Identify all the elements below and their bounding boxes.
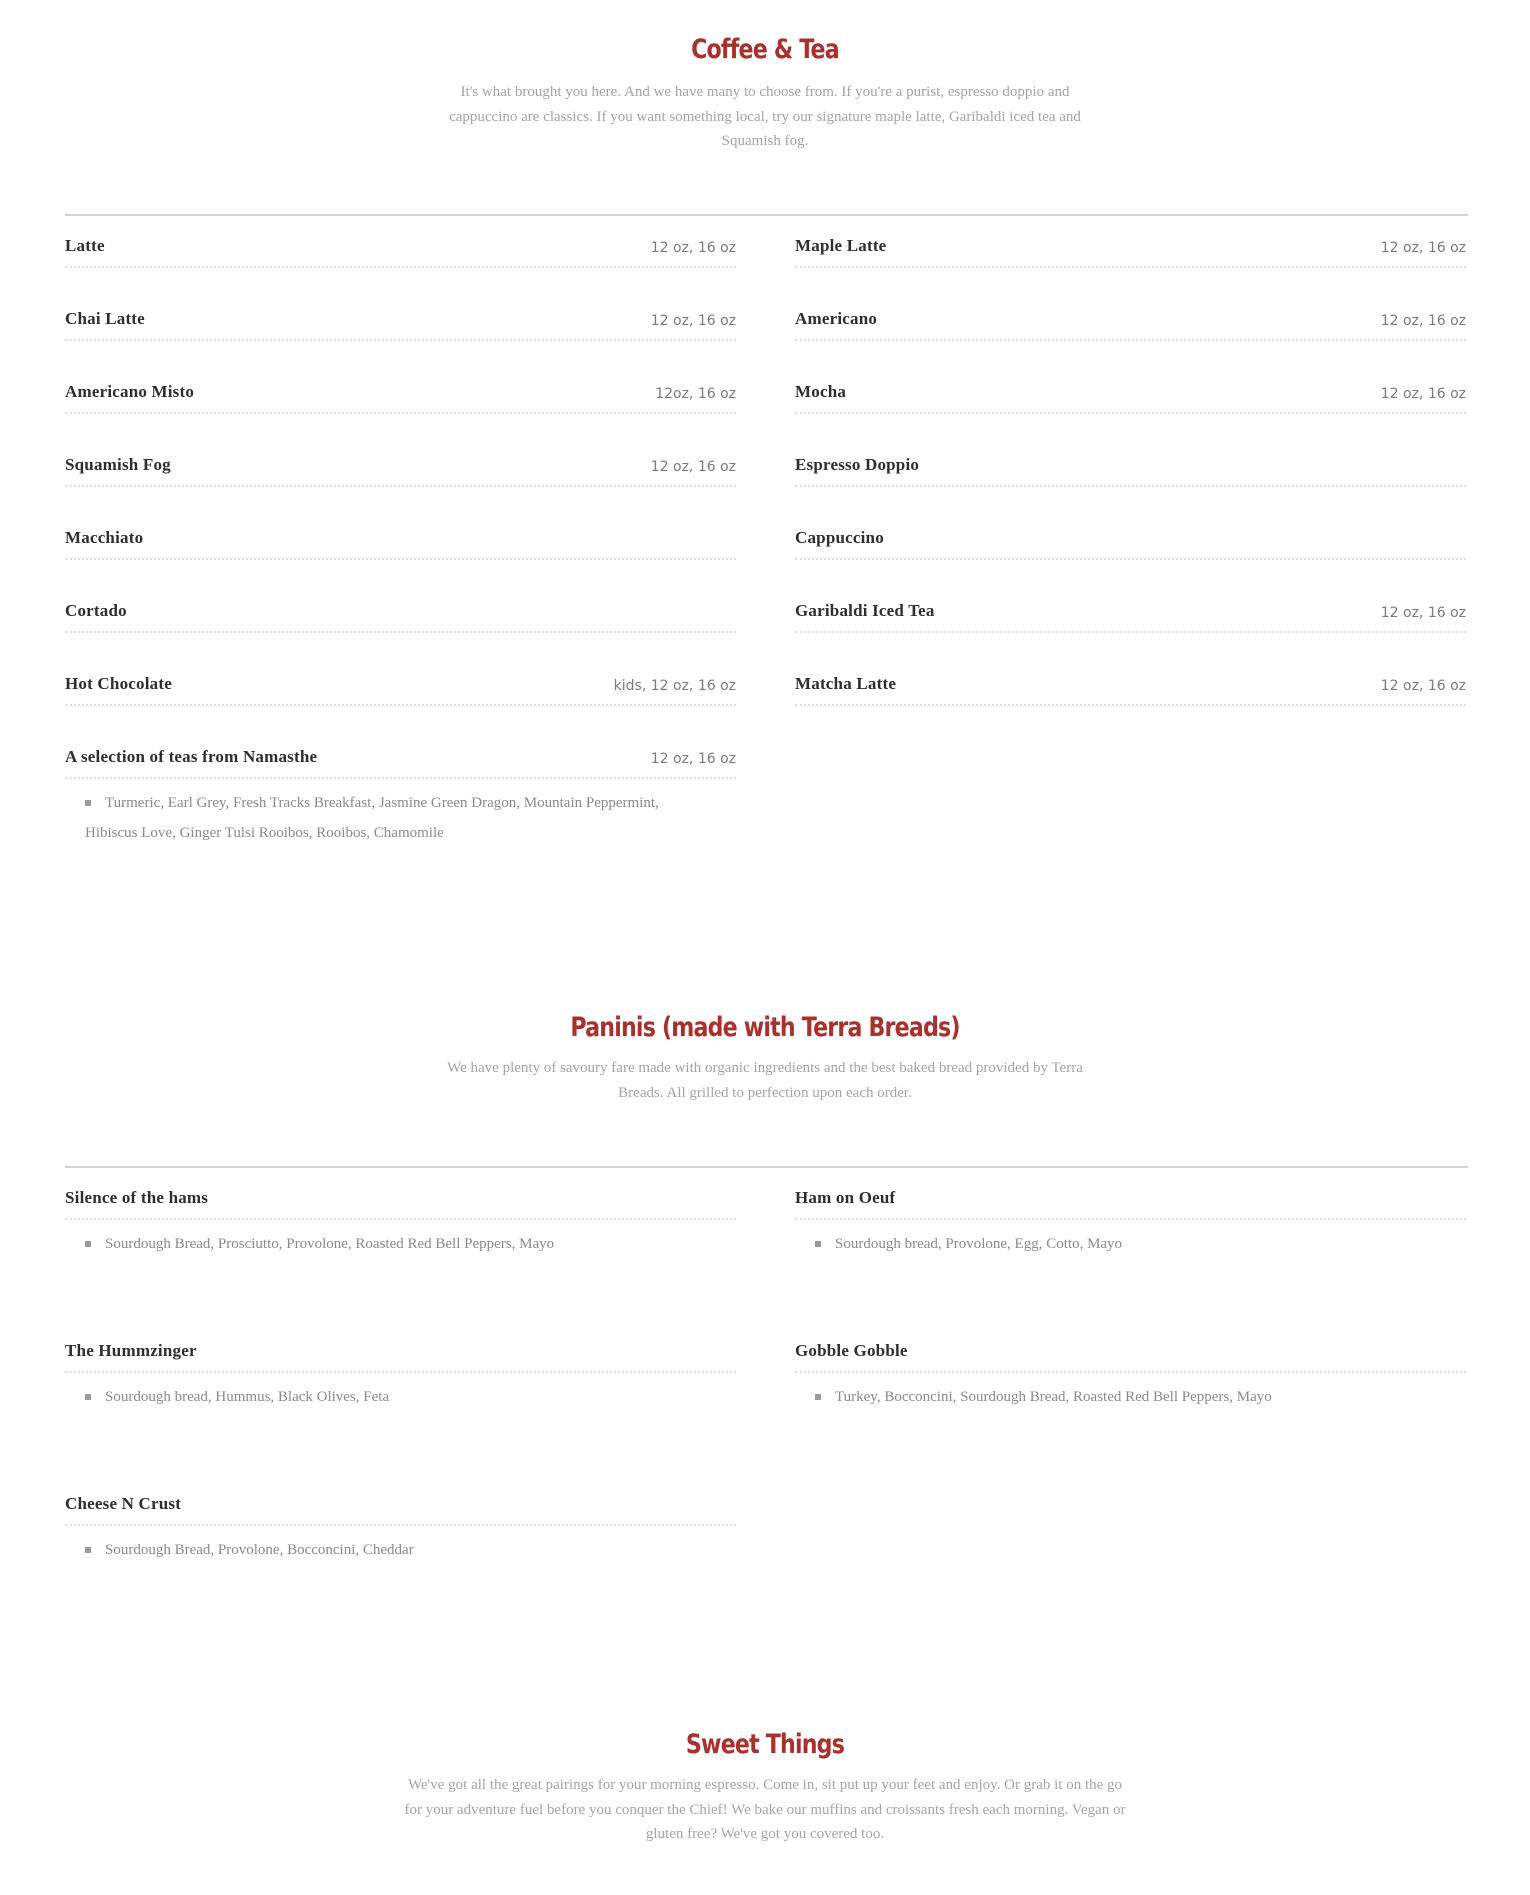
item-name: Latte <box>65 236 105 255</box>
menu-item <box>65 1492 736 1526</box>
section-title: Coffee & Tea <box>691 34 839 65</box>
item-name: Americano <box>795 309 878 328</box>
item-name: Matcha Latte <box>795 674 897 693</box>
sweet-things-section <box>0 1725 1530 1847</box>
item-sizes: 12 oz, 16 oz <box>1380 313 1466 329</box>
section-description: We've got all the great pairings for your morning espresso. Come in, sit put up your feet and enjoy. Or grab it on the go for your adventure fuel before you conquer the Chief! We bake our muffins and croissants fresh each morning. Vegan or gluten free? We've got you covered too. <box>404 1777 1126 1842</box>
item-name: Silence of the hams <box>65 1188 209 1207</box>
item-name: Macchiato <box>65 528 144 547</box>
menu-item <box>65 307 736 341</box>
menu-item <box>65 453 736 487</box>
item-name: Cortado <box>65 601 127 620</box>
item-details-list <box>815 1229 1435 1259</box>
item-sizes: 12 oz, 16 oz <box>1380 240 1466 256</box>
item-sizes: 12 oz, 16 oz <box>650 313 736 329</box>
list-item <box>85 788 705 848</box>
menu-item <box>65 745 736 779</box>
menu-item <box>795 234 1466 268</box>
menu-item <box>65 234 736 268</box>
menu-item <box>65 380 736 414</box>
section-description: It's what brought you here. And we have many to choose from. If you're a purist, espresso doppio and cappuccino are classics. If you want something local, try our signature maple latte, Garibaldi iced tea and Squamish fog. <box>449 84 1081 149</box>
list-item <box>815 1229 1435 1259</box>
coffee-tea-section <box>0 30 1530 154</box>
item-details: Turkey, Bocconcini, Sourdough Bread, Roasted Red Bell Peppers, Mayo <box>835 1389 1272 1405</box>
menu-item <box>795 1186 1466 1220</box>
item-sizes: 12oz, 16 oz <box>655 386 736 402</box>
menu-item <box>795 380 1466 414</box>
item-name: Americano Misto <box>65 382 195 401</box>
item-details-list <box>85 1382 705 1412</box>
bullet-icon <box>815 1241 821 1247</box>
menu-item <box>795 672 1466 706</box>
list-item <box>85 1535 705 1565</box>
item-name: Chai Latte <box>65 309 145 328</box>
paninis-section <box>0 1008 1530 1105</box>
item-name: Cappuccino <box>795 528 884 547</box>
menu-item <box>795 453 1466 487</box>
item-details-list <box>85 1535 705 1565</box>
item-sizes: kids, 12 oz, 16 oz <box>613 678 736 694</box>
item-name: Garibaldi Iced Tea <box>795 601 935 620</box>
item-name: Hot Chocolate <box>65 674 172 693</box>
list-item <box>815 1382 1435 1412</box>
item-sizes: 12 oz, 16 oz <box>650 751 736 767</box>
item-sizes: 12 oz, 16 oz <box>650 240 736 256</box>
item-sizes: 12 oz, 16 oz <box>1380 386 1466 402</box>
item-name: A selection of teas from Namasthe <box>65 747 318 766</box>
item-details: Sourdough Bread, Prosciutto, Provolone, Roasted Red Bell Peppers, Mayo <box>105 1236 555 1252</box>
item-details-list <box>85 1229 705 1259</box>
item-details: Turmeric, Earl Grey, Fresh Tracks Breakfast, Jasmine Green Dragon, Mountain Peppermint, Hibiscus Love, Ginger Tulsi Rooibos, Rooibos, Chamomile <box>85 795 659 841</box>
item-sizes: 12 oz, 16 oz <box>650 459 736 475</box>
menu-item <box>65 599 736 633</box>
menu-item <box>65 1339 736 1373</box>
item-name: Espresso Doppio <box>795 455 920 474</box>
list-item <box>85 1382 705 1412</box>
item-sizes: 12 oz, 16 oz <box>1380 678 1466 694</box>
item-details: Sourdough Bread, Provolone, Bocconcini, Cheddar <box>105 1542 414 1558</box>
item-details: Sourdough bread, Provolone, Egg, Cotto, Mayo <box>835 1236 1123 1252</box>
item-name: Ham on Oeuf <box>795 1188 896 1207</box>
section-divider <box>65 1166 1468 1168</box>
menu-item <box>65 1186 736 1220</box>
menu-item <box>795 1339 1466 1373</box>
item-details-list <box>85 788 705 848</box>
item-name: Maple Latte <box>795 236 887 255</box>
bullet-icon <box>815 1394 821 1400</box>
menu-item <box>795 599 1466 633</box>
item-details-list <box>815 1382 1435 1412</box>
section-description: We have plenty of savoury fare made with organic ingredients and the best baked bread provided by Terra Breads. All grilled to perfection upon each order. <box>447 1060 1083 1101</box>
menu-item <box>795 526 1466 560</box>
section-divider <box>65 214 1468 216</box>
menu-item <box>65 672 736 706</box>
item-name: Gobble Gobble <box>795 1341 908 1360</box>
bullet-icon <box>85 1547 91 1553</box>
item-name: Mocha <box>795 382 847 401</box>
section-title: Paninis (made with Terra Breads) <box>570 1012 960 1043</box>
item-sizes: 12 oz, 16 oz <box>1380 605 1466 621</box>
menu-item <box>795 307 1466 341</box>
item-name: The Hummzinger <box>65 1341 197 1360</box>
bullet-icon <box>85 1394 91 1400</box>
item-name: Squamish Fog <box>65 455 171 474</box>
item-details: Sourdough bread, Hummus, Black Olives, Feta <box>105 1389 390 1405</box>
bullet-icon <box>85 800 91 806</box>
bullet-icon <box>85 1241 91 1247</box>
list-item <box>85 1229 705 1259</box>
menu-item <box>65 526 736 560</box>
item-name: Cheese N Crust <box>65 1494 182 1513</box>
section-title: Sweet Things <box>685 1729 845 1760</box>
